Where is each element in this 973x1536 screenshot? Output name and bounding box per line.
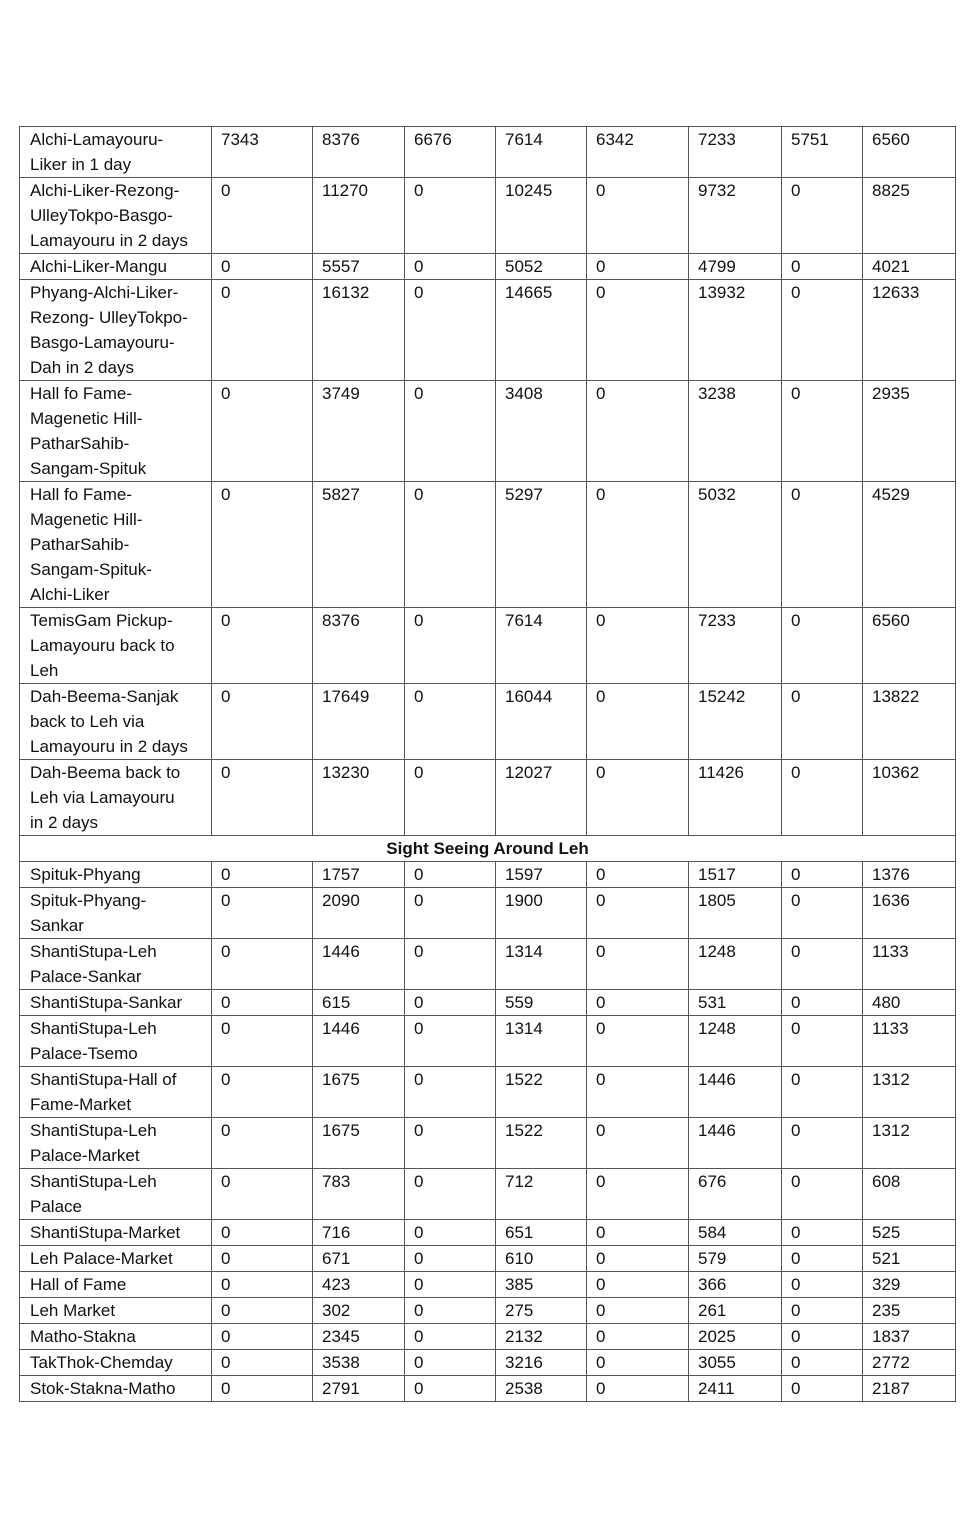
table-row (20, 280, 956, 381)
fare-cell: 1446 (689, 1067, 782, 1118)
fare-cell: 1314 (496, 939, 587, 990)
fare-cell: 0 (587, 939, 689, 990)
fare-cell: 0 (405, 1220, 496, 1246)
fare-cell: 3538 (313, 1350, 405, 1376)
fare-cell: 12633 (863, 280, 956, 381)
tariff-table-container (19, 126, 955, 1402)
route-name-cell: Alchi-Liker-Rezong- UlleyTokpo-Basgo- Lamayouru in 2 days (20, 178, 212, 254)
fare-cell: 0 (782, 1118, 863, 1169)
fare-cell: 0 (782, 684, 863, 760)
fare-cell: 7233 (689, 608, 782, 684)
fare-cell: 0 (782, 1376, 863, 1402)
fare-cell: 5297 (496, 482, 587, 608)
fare-cell: 9732 (689, 178, 782, 254)
fare-cell: 0 (405, 939, 496, 990)
fare-cell: 525 (863, 1220, 956, 1246)
fare-cell: 329 (863, 1272, 956, 1298)
fare-cell: 7614 (496, 127, 587, 178)
fare-cell: 0 (587, 1246, 689, 1272)
fare-cell: 0 (212, 1350, 313, 1376)
fare-cell: 0 (782, 1298, 863, 1324)
fare-cell: 1446 (313, 1016, 405, 1067)
fare-cell: 671 (313, 1246, 405, 1272)
table-row (20, 990, 956, 1016)
fare-cell: 0 (212, 280, 313, 381)
route-name-cell: Hall fo Fame- Magenetic Hill- PatharSahib- Sangam-Spituk (20, 381, 212, 482)
fare-cell: 5827 (313, 482, 405, 608)
fare-cell: 0 (587, 684, 689, 760)
fare-cell: 0 (212, 381, 313, 482)
table-row (20, 684, 956, 760)
fare-cell: 480 (863, 990, 956, 1016)
fare-cell: 0 (212, 990, 313, 1016)
fare-cell: 0 (782, 939, 863, 990)
fare-cell: 3055 (689, 1350, 782, 1376)
fare-cell: 0 (405, 684, 496, 760)
fare-cell: 0 (587, 760, 689, 836)
fare-cell: 0 (212, 254, 313, 280)
fare-cell: 17649 (313, 684, 405, 760)
fare-cell: 5557 (313, 254, 405, 280)
fare-cell: 1597 (496, 862, 587, 888)
fare-cell: 2025 (689, 1324, 782, 1350)
fare-cell: 1675 (313, 1067, 405, 1118)
fare-cell: 0 (212, 608, 313, 684)
fare-cell: 783 (313, 1169, 405, 1220)
fare-cell: 0 (587, 482, 689, 608)
fare-cell: 0 (405, 280, 496, 381)
fare-cell: 0 (405, 608, 496, 684)
fare-cell: 1757 (313, 862, 405, 888)
fare-cell: 3216 (496, 1350, 587, 1376)
table-row (20, 1350, 956, 1376)
table-row (20, 254, 956, 280)
fare-cell: 13230 (313, 760, 405, 836)
fare-cell: 0 (587, 1324, 689, 1350)
route-name-cell: Dah-Beema-Sanjak back to Leh via Lamayouru in 2 days (20, 684, 212, 760)
fare-cell: 0 (587, 990, 689, 1016)
fare-cell: 16044 (496, 684, 587, 760)
table-row (20, 1118, 956, 1169)
fare-cell: 366 (689, 1272, 782, 1298)
table-row (20, 1067, 956, 1118)
fare-cell: 2090 (313, 888, 405, 939)
fare-cell: 0 (212, 760, 313, 836)
section-header (20, 836, 956, 862)
fare-cell: 0 (587, 888, 689, 939)
fare-cell: 2411 (689, 1376, 782, 1402)
route-name-cell: Leh Palace-Market (20, 1246, 212, 1272)
table-row (20, 381, 956, 482)
fare-cell: 3238 (689, 381, 782, 482)
route-name-cell: Phyang-Alchi-Liker- Rezong- UlleyTokpo- Basgo-Lamayouru- Dah in 2 days (20, 280, 212, 381)
fare-cell: 1312 (863, 1118, 956, 1169)
fare-cell: 0 (212, 1298, 313, 1324)
fare-cell: 1522 (496, 1118, 587, 1169)
fare-cell: 0 (782, 990, 863, 1016)
fare-cell: 6676 (405, 127, 496, 178)
fare-cell: 7343 (212, 127, 313, 178)
table-row (20, 1272, 956, 1298)
fare-cell: 0 (587, 1118, 689, 1169)
fare-cell: 14665 (496, 280, 587, 381)
table-row (20, 1016, 956, 1067)
fare-cell: 0 (587, 608, 689, 684)
fare-cell: 1248 (689, 1016, 782, 1067)
fare-cell: 0 (587, 1298, 689, 1324)
route-name-cell: Dah-Beema back to Leh via Lamayouru in 2 days (20, 760, 212, 836)
route-name-cell: TemisGam Pickup- Lamayouru back to Leh (20, 608, 212, 684)
fare-cell: 302 (313, 1298, 405, 1324)
fare-cell: 716 (313, 1220, 405, 1246)
fare-cell: 0 (212, 1118, 313, 1169)
fare-cell: 0 (405, 1376, 496, 1402)
route-name-cell: Alchi-Liker-Mangu (20, 254, 212, 280)
fare-cell: 6560 (863, 608, 956, 684)
fare-cell: 0 (587, 254, 689, 280)
table-row (20, 888, 956, 939)
fare-cell: 531 (689, 990, 782, 1016)
route-name-cell: ShantiStupa-Leh Palace (20, 1169, 212, 1220)
fare-cell: 1376 (863, 862, 956, 888)
fare-cell: 0 (587, 1016, 689, 1067)
fare-cell: 0 (405, 482, 496, 608)
fare-cell: 4529 (863, 482, 956, 608)
route-name-cell: Hall of Fame (20, 1272, 212, 1298)
fare-cell: 1312 (863, 1067, 956, 1118)
fare-cell: 8376 (313, 127, 405, 178)
fare-cell: 0 (587, 1376, 689, 1402)
fare-cell: 7233 (689, 127, 782, 178)
fare-cell: 0 (782, 608, 863, 684)
fare-cell: 0 (405, 862, 496, 888)
fare-cell: 0 (212, 1376, 313, 1402)
fare-cell: 0 (405, 1118, 496, 1169)
route-name-cell: ShantiStupa-Leh Palace-Market (20, 1118, 212, 1169)
fare-cell: 0 (405, 254, 496, 280)
fare-cell: 0 (782, 381, 863, 482)
fare-cell: 0 (782, 888, 863, 939)
fare-cell: 261 (689, 1298, 782, 1324)
fare-cell: 0 (782, 178, 863, 254)
route-name-cell: TakThok-Chemday (20, 1350, 212, 1376)
fare-cell: 13822 (863, 684, 956, 760)
fare-cell: 0 (405, 1067, 496, 1118)
fare-cell: 0 (212, 862, 313, 888)
fare-cell: 0 (212, 1067, 313, 1118)
route-name-cell: ShantiStupa-Hall of Fame-Market (20, 1067, 212, 1118)
fare-cell: 0 (782, 760, 863, 836)
fare-cell: 0 (782, 1246, 863, 1272)
fare-cell: 0 (405, 381, 496, 482)
table-row (20, 1169, 956, 1220)
fare-cell: 676 (689, 1169, 782, 1220)
fare-cell: 0 (782, 1220, 863, 1246)
fare-cell: 651 (496, 1220, 587, 1246)
fare-cell: 1900 (496, 888, 587, 939)
fare-cell: 1446 (689, 1118, 782, 1169)
fare-cell: 4799 (689, 254, 782, 280)
fare-cell: 6342 (587, 127, 689, 178)
fare-cell: 5032 (689, 482, 782, 608)
fare-cell: 11270 (313, 178, 405, 254)
fare-cell: 0 (587, 1169, 689, 1220)
fare-cell: 0 (782, 482, 863, 608)
table-row (20, 608, 956, 684)
table-row (20, 1298, 956, 1324)
fare-cell: 0 (782, 254, 863, 280)
fare-cell: 2187 (863, 1376, 956, 1402)
fare-cell: 0 (212, 1169, 313, 1220)
table-row (20, 482, 956, 608)
fare-cell: 11426 (689, 760, 782, 836)
table-row (20, 127, 956, 178)
fare-cell: 0 (212, 1220, 313, 1246)
route-name-cell: Spituk-Phyang (20, 862, 212, 888)
fare-cell: 579 (689, 1246, 782, 1272)
route-name-cell: ShantiStupa-Leh Palace-Tsemo (20, 1016, 212, 1067)
fare-cell: 2772 (863, 1350, 956, 1376)
route-name-cell: Alchi-Lamayouru- Liker in 1 day (20, 127, 212, 178)
fare-cell: 10245 (496, 178, 587, 254)
fare-cell: 1133 (863, 939, 956, 990)
route-name-cell: ShantiStupa-Market (20, 1220, 212, 1246)
fare-cell: 0 (587, 1067, 689, 1118)
route-rows (20, 127, 956, 836)
table-row (20, 1324, 956, 1350)
section-row (20, 836, 956, 862)
fare-cell: 3408 (496, 381, 587, 482)
fare-cell: 6560 (863, 127, 956, 178)
fare-cell: 0 (587, 280, 689, 381)
fare-cell: 1675 (313, 1118, 405, 1169)
fare-cell: 2791 (313, 1376, 405, 1402)
fare-cell: 0 (405, 760, 496, 836)
fare-cell: 16132 (313, 280, 405, 381)
fare-cell: 0 (782, 1272, 863, 1298)
table-row (20, 862, 956, 888)
fare-cell: 13932 (689, 280, 782, 381)
fare-cell: 0 (782, 862, 863, 888)
fare-cell: 8376 (313, 608, 405, 684)
route-name-cell: Leh Market (20, 1298, 212, 1324)
fare-cell: 1133 (863, 1016, 956, 1067)
fare-cell: 0 (405, 1246, 496, 1272)
fare-cell: 0 (587, 381, 689, 482)
fare-cell: 0 (405, 888, 496, 939)
fare-cell: 584 (689, 1220, 782, 1246)
table-row (20, 178, 956, 254)
table-row (20, 760, 956, 836)
fare-cell: 0 (587, 1350, 689, 1376)
fare-cell: 10362 (863, 760, 956, 836)
fare-cell: 2345 (313, 1324, 405, 1350)
fare-cell: 0 (405, 1298, 496, 1324)
fare-cell: 0 (212, 482, 313, 608)
fare-cell: 608 (863, 1169, 956, 1220)
fare-cell: 5751 (782, 127, 863, 178)
fare-cell: 610 (496, 1246, 587, 1272)
sightseeing-rows (20, 862, 956, 1402)
fare-cell: 2935 (863, 381, 956, 482)
fare-cell: 712 (496, 1169, 587, 1220)
table-row (20, 1246, 956, 1272)
fare-cell: 0 (587, 1220, 689, 1246)
fare-cell: 8825 (863, 178, 956, 254)
fare-cell: 15242 (689, 684, 782, 760)
fare-cell: 0 (587, 1272, 689, 1298)
fare-cell: 5052 (496, 254, 587, 280)
fare-cell: 2132 (496, 1324, 587, 1350)
table-row (20, 1376, 956, 1402)
fare-cell: 0 (405, 1016, 496, 1067)
fare-cell: 0 (587, 862, 689, 888)
fare-cell: 0 (212, 1324, 313, 1350)
route-name-cell: Matho-Stakna (20, 1324, 212, 1350)
section-title: Sight Seeing Around Leh (20, 836, 956, 862)
fare-cell: 0 (212, 178, 313, 254)
route-name-cell: Hall fo Fame- Magenetic Hill- PatharSahib- Sangam-Spituk- Alchi-Liker (20, 482, 212, 608)
fare-cell: 0 (782, 1169, 863, 1220)
fare-cell: 1446 (313, 939, 405, 990)
fare-cell: 0 (782, 280, 863, 381)
fare-cell: 0 (405, 1324, 496, 1350)
route-name-cell: Spituk-Phyang- Sankar (20, 888, 212, 939)
fare-cell: 1248 (689, 939, 782, 990)
fare-cell: 4021 (863, 254, 956, 280)
fare-cell: 0 (212, 1016, 313, 1067)
fare-cell: 0 (212, 888, 313, 939)
fare-cell: 0 (405, 1169, 496, 1220)
table-row (20, 1220, 956, 1246)
fare-cell: 1314 (496, 1016, 587, 1067)
fare-cell: 12027 (496, 760, 587, 836)
route-name-cell: ShantiStupa-Leh Palace-Sankar (20, 939, 212, 990)
fare-cell: 1636 (863, 888, 956, 939)
fare-cell: 615 (313, 990, 405, 1016)
tariff-table (19, 126, 956, 1402)
fare-cell: 521 (863, 1246, 956, 1272)
fare-cell: 0 (212, 1246, 313, 1272)
fare-cell: 2538 (496, 1376, 587, 1402)
fare-cell: 0 (587, 178, 689, 254)
fare-cell: 1517 (689, 862, 782, 888)
fare-cell: 275 (496, 1298, 587, 1324)
fare-cell: 1805 (689, 888, 782, 939)
fare-cell: 0 (212, 684, 313, 760)
fare-cell: 0 (405, 1272, 496, 1298)
fare-cell: 3749 (313, 381, 405, 482)
fare-cell: 7614 (496, 608, 587, 684)
fare-cell: 1522 (496, 1067, 587, 1118)
fare-cell: 1837 (863, 1324, 956, 1350)
fare-cell: 0 (405, 1350, 496, 1376)
fare-cell: 0 (782, 1324, 863, 1350)
fare-cell: 559 (496, 990, 587, 1016)
route-name-cell: ShantiStupa-Sankar (20, 990, 212, 1016)
fare-cell: 423 (313, 1272, 405, 1298)
table-row (20, 939, 956, 990)
fare-cell: 0 (212, 1272, 313, 1298)
fare-cell: 0 (782, 1350, 863, 1376)
fare-cell: 235 (863, 1298, 956, 1324)
fare-cell: 0 (405, 178, 496, 254)
fare-cell: 385 (496, 1272, 587, 1298)
fare-cell: 0 (782, 1067, 863, 1118)
fare-cell: 0 (782, 1016, 863, 1067)
route-name-cell: Stok-Stakna-Matho (20, 1376, 212, 1402)
fare-cell: 0 (212, 939, 313, 990)
fare-cell: 0 (405, 990, 496, 1016)
